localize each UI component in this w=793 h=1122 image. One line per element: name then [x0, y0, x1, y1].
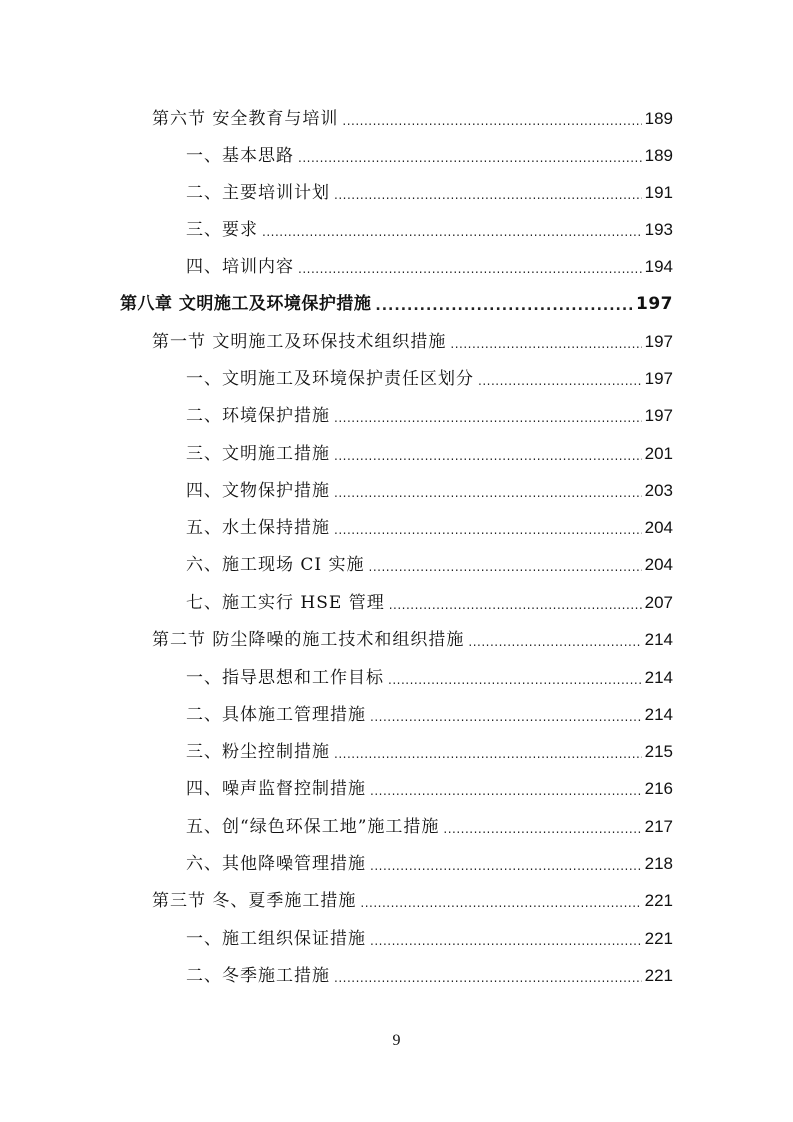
toc-entry-page: 191	[644, 183, 673, 202]
toc-entry-page: 214	[644, 630, 673, 649]
toc-entry-page: 214	[644, 705, 673, 724]
toc-entry[interactable]	[186, 961, 673, 987]
dot-leader	[334, 188, 642, 202]
dot-leader	[443, 822, 641, 836]
toc-entry-page: 197	[644, 332, 673, 351]
toc-entry-label: 一、基本思路	[186, 146, 294, 166]
toc-entry-label: 五、水土保持措施	[186, 518, 330, 538]
toc-entry[interactable]	[186, 439, 673, 465]
toc-entry[interactable]	[186, 550, 673, 576]
toc-entry[interactable]	[186, 513, 673, 539]
dot-leader	[370, 934, 642, 948]
dot-leader	[360, 896, 641, 910]
dot-leader	[334, 523, 642, 537]
dot-leader	[334, 449, 642, 463]
toc-entry-label: 七、施工实行 HSE 管理	[186, 593, 385, 613]
toc-chapter-entry[interactable]	[120, 289, 673, 315]
dot-leader	[298, 151, 642, 165]
toc-entry[interactable]	[186, 178, 673, 204]
toc-entry[interactable]	[152, 104, 673, 130]
toc-entry-page: 207	[644, 593, 673, 612]
toc-entry[interactable]	[186, 663, 673, 689]
toc-entry[interactable]	[152, 625, 673, 651]
dot-leader	[375, 299, 633, 313]
dot-leader	[298, 262, 642, 276]
toc-entry-label: 二、环境保护措施	[186, 406, 330, 426]
dot-leader	[478, 374, 642, 388]
toc-entry-label: 二、具体施工管理措施	[186, 705, 366, 725]
toc-entry-label: 第一节 文明施工及环保技术组织措施	[152, 332, 447, 352]
toc-entry-label: 第八章 文明施工及环境保护措施	[120, 294, 372, 314]
toc-entry-page: 216	[644, 779, 673, 798]
toc-entry-label: 五、创“绿色环保工地”施工措施	[186, 817, 440, 837]
dot-leader	[468, 635, 641, 649]
dot-leader	[334, 747, 642, 761]
toc-entry[interactable]	[186, 252, 673, 278]
toc-entry-label: 一、指导思想和工作目标	[186, 668, 384, 688]
toc-entry-label: 第二节 防尘降噪的施工技术和组织措施	[152, 630, 465, 650]
toc-entry-label: 第六节 安全教育与培训	[152, 109, 339, 129]
toc-entry-page: 194	[644, 257, 673, 276]
toc-entry[interactable]	[186, 924, 673, 950]
toc-entry-label: 四、培训内容	[186, 257, 294, 277]
dot-leader	[370, 784, 642, 798]
toc-entry-page: 215	[644, 742, 673, 761]
toc-entry-label: 三、文明施工措施	[186, 444, 330, 464]
dot-leader	[369, 560, 642, 574]
toc-entry-page: 204	[644, 518, 673, 537]
toc-entry-page: 221	[644, 929, 673, 948]
toc-entry[interactable]	[186, 141, 673, 167]
toc-entry[interactable]	[186, 364, 673, 390]
toc-entry-label: 三、粉尘控制措施	[186, 742, 330, 762]
toc-entry-page: 197	[636, 294, 673, 314]
toc-entry-page: 221	[644, 891, 673, 910]
toc-entry[interactable]	[186, 849, 673, 875]
toc-entry[interactable]	[186, 737, 673, 763]
toc-entry[interactable]	[186, 700, 673, 726]
toc-entry-page: 204	[644, 555, 673, 574]
toc-entry-page: 193	[644, 220, 673, 239]
toc-entry[interactable]	[186, 215, 673, 241]
toc-entry[interactable]	[152, 886, 673, 912]
toc-entry-label: 二、主要培训计划	[186, 183, 330, 203]
toc-entry-page: 217	[644, 817, 673, 836]
toc-entry-page: 197	[644, 369, 673, 388]
dot-leader	[334, 411, 642, 425]
toc-entry-page: 218	[644, 854, 673, 873]
toc-entry-label: 三、要求	[186, 220, 258, 240]
dot-leader	[334, 971, 642, 985]
dot-leader	[450, 337, 641, 351]
toc-entry[interactable]	[186, 774, 673, 800]
page-number: 9	[392, 1032, 401, 1049]
toc-entry-page: 203	[644, 481, 673, 500]
toc-entry-label: 六、其他降噪管理措施	[186, 854, 366, 874]
toc-entry-label: 一、施工组织保证措施	[186, 929, 366, 949]
dot-leader	[389, 598, 642, 612]
toc-entry[interactable]	[186, 812, 673, 838]
toc-entry-page: 197	[644, 406, 673, 425]
toc-entry[interactable]	[186, 588, 673, 614]
toc-entry-page: 221	[644, 966, 673, 985]
toc-entry-label: 一、文明施工及环境保护责任区划分	[186, 369, 474, 389]
toc-entry-label: 二、冬季施工措施	[186, 966, 330, 986]
dot-leader	[334, 486, 642, 500]
dot-leader	[342, 114, 641, 128]
toc-entry-page: 214	[644, 668, 673, 687]
dot-leader	[370, 710, 642, 724]
toc-entry-page: 189	[644, 109, 673, 128]
toc-entry-label: 四、噪声监督控制措施	[186, 779, 366, 799]
dot-leader	[370, 859, 642, 873]
dot-leader	[262, 225, 642, 239]
toc-entry-page: 201	[644, 444, 673, 463]
toc-entry[interactable]	[186, 401, 673, 427]
toc-entry-label: 六、施工现场 CI 实施	[186, 555, 365, 575]
dot-leader	[388, 673, 642, 687]
toc-entry-label: 四、文物保护措施	[186, 481, 330, 501]
toc-entry[interactable]	[186, 476, 673, 502]
toc-entry[interactable]	[152, 327, 673, 353]
toc-entry-page: 189	[644, 146, 673, 165]
toc-entry-label: 第三节 冬、夏季施工措施	[152, 891, 357, 911]
